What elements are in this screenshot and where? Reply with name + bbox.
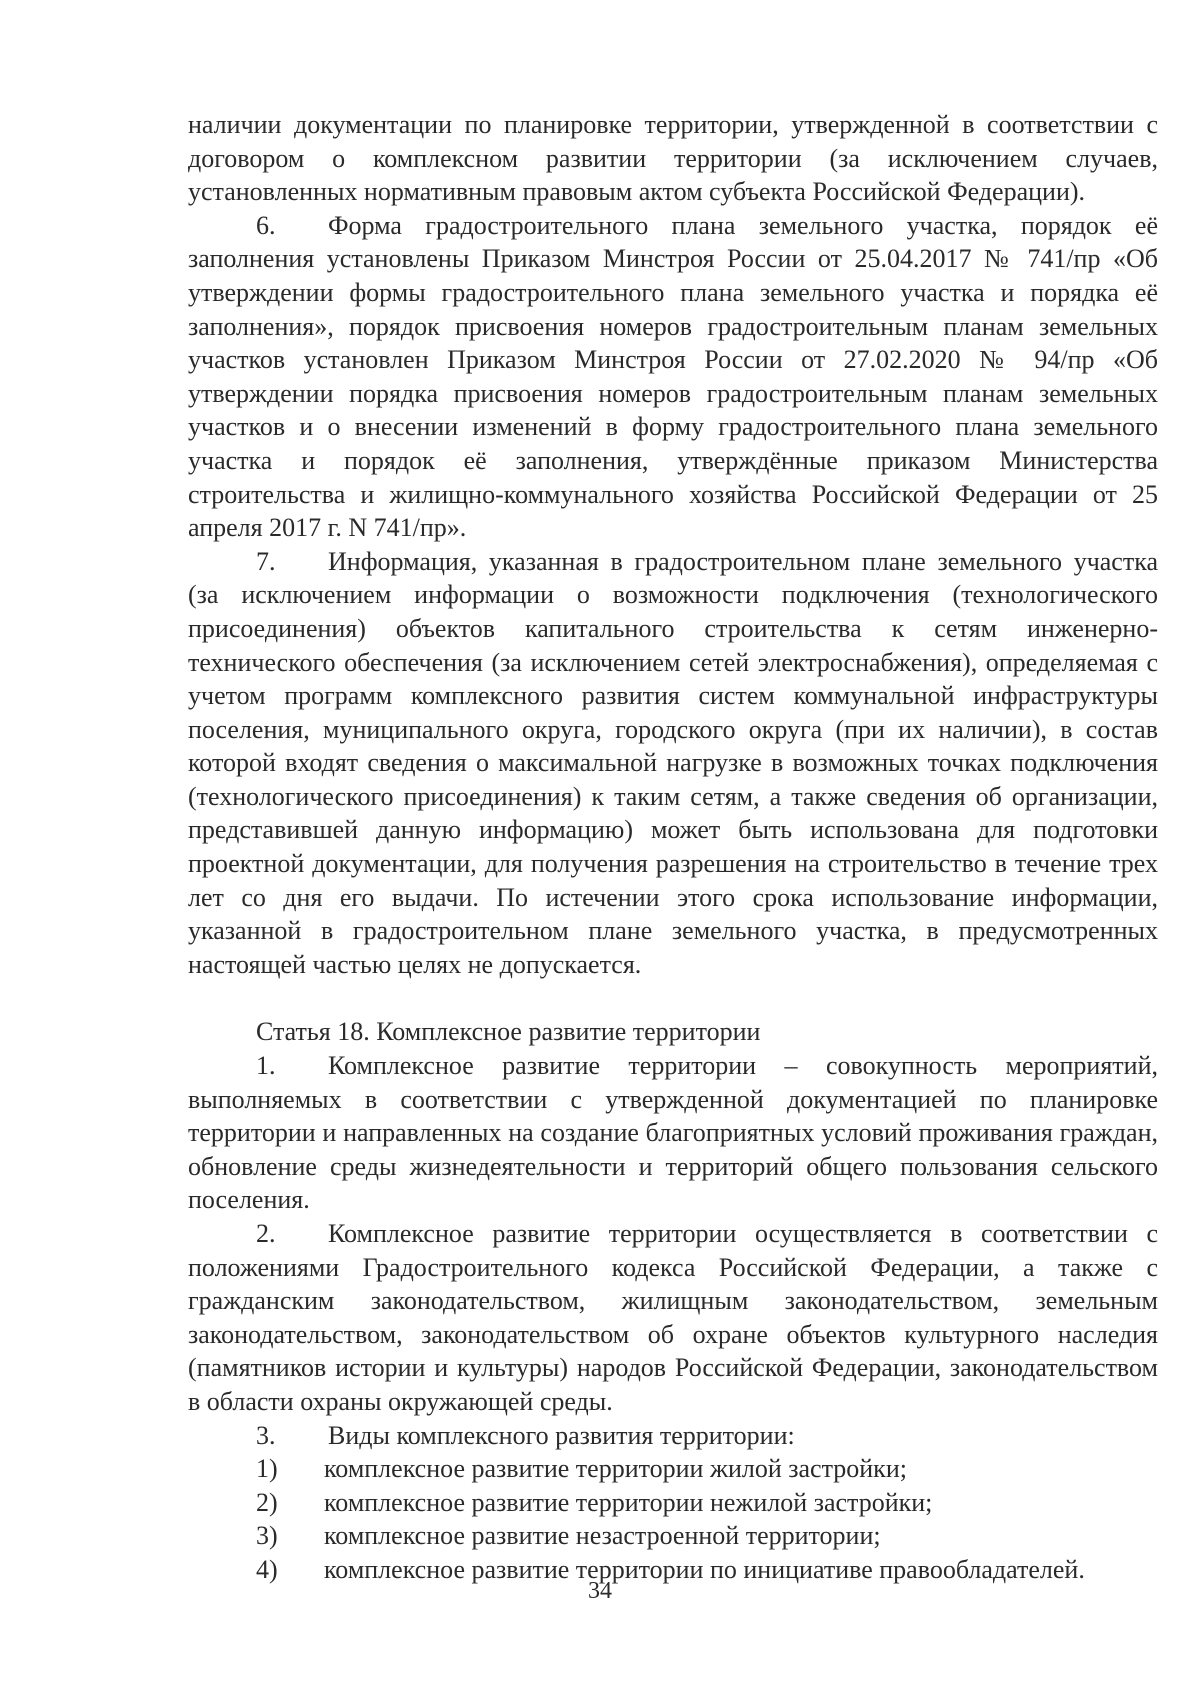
list-number: 4) xyxy=(256,1554,278,1584)
article-title: Статья 18. Комплексное развитие территории xyxy=(256,1017,761,1047)
paragraph-item-6 xyxy=(188,209,1158,545)
paragraph-continuation: наличии документации по планировке территории, утвержденной в соответствии с договором о комплексном развитии территории (за исключением случаев, установленных нормативным правовым актом субъекта Российской Федерации). xyxy=(188,110,1158,207)
list-item xyxy=(188,1519,1158,1553)
article-item-3 xyxy=(188,1419,1158,1453)
item-text: Информация, указанная в градостроительном плане земельного участка (за исключением информации о возможности подключения (технологического присоединения) объектов капитального строительства к сетям инженерно-технического обеспечения (за исключением сетей электроснабжения), определяемая с учетом программ комплексного развития систем коммунальной инфраструктуры поселения, муниципального округа, городского округа (при их наличии), в состав которой входят сведения о максимальной нагрузке в возможных точках подключения (технологического присоединения) к таким сетям, а также сведения об организации, представившей данную информацию) может быть использована для подготовки проектной документации, для получения разрешения на строительство в течение трех лет со дня его выдачи. По истечении этого срока использование информации, указанной в градостроительном плане земельного участка, в предусмотренных настоящей частью целях не допускается. xyxy=(188,546,1158,979)
page-number: 34 xyxy=(588,1578,612,1604)
list-item xyxy=(188,1486,1158,1520)
list-number: 1) xyxy=(256,1454,278,1484)
item-text: Форма градостроительного плана земельного участка, порядок её заполнения установлены Приказом Минстроя России от 25.04.2017 № 741/пр «Об утверждении формы градостроительного плана земельного участка и порядка её заполнения», порядок присвоения номеров градостроительным планам земельных участков установлен Приказом Минстроя России от 27.02.2020 № 94/пр «Об утверждении порядка присвоения номеров градостроительным планам земельных участков и о внесении изменений в форму градостроительного плана земельного участка и порядок её заполнения, утверждённые приказом Министерства строительства и жилищно-коммунального хозяйства Российской Федерации от 25 апреля 2017 г. N 741/пр». xyxy=(188,210,1158,543)
list-number: 3) xyxy=(256,1521,278,1551)
item-number: 3. xyxy=(256,1420,276,1450)
page-body xyxy=(188,108,1158,1587)
item-text: Комплексное развитие территории осуществляется в соответствии с положениями Градостроительного кодекса Российской Федерации, а также с гражданским законодательством, жилищным законодательством, земельным законодательством, законодательством об охране объектов культурного наследия (памятников истории и культуры) народов Российской Федерации, законодательством в области охраны окружающей среды. xyxy=(188,1219,1158,1416)
item-number: 7. xyxy=(256,546,276,576)
list-number: 2) xyxy=(256,1487,278,1517)
list-text: комплексное развитие территории жилой застройки; xyxy=(324,1454,907,1484)
list-text: комплексное развитие территории по инициативе правообладателей. xyxy=(324,1554,1085,1584)
item-number: 2. xyxy=(256,1219,276,1248)
list-text: комплексное развитие территории нежилой застройки; xyxy=(324,1487,933,1517)
item-text: Комплексное развитие территории – совокупность мероприятий, выполняемых в соответствии с утвержденной документацией по планировке территории и направленных на создание благоприятных условий проживания граждан, обновление среды жизнедеятельности и территорий общего пользования сельского поселения. xyxy=(188,1051,1158,1215)
item-text: Виды комплексного развития территории: xyxy=(328,1420,795,1450)
item-number: 6. xyxy=(256,210,276,240)
article-item-1 xyxy=(188,1049,1158,1217)
list-item xyxy=(188,1452,1158,1486)
section-spacer xyxy=(188,981,1158,1015)
paragraph-item-7 xyxy=(188,545,1158,982)
item-number: 1. xyxy=(256,1051,276,1081)
list-text: комплексное развитие незастроенной территории; xyxy=(324,1521,881,1551)
article-item-2 xyxy=(188,1217,1158,1419)
